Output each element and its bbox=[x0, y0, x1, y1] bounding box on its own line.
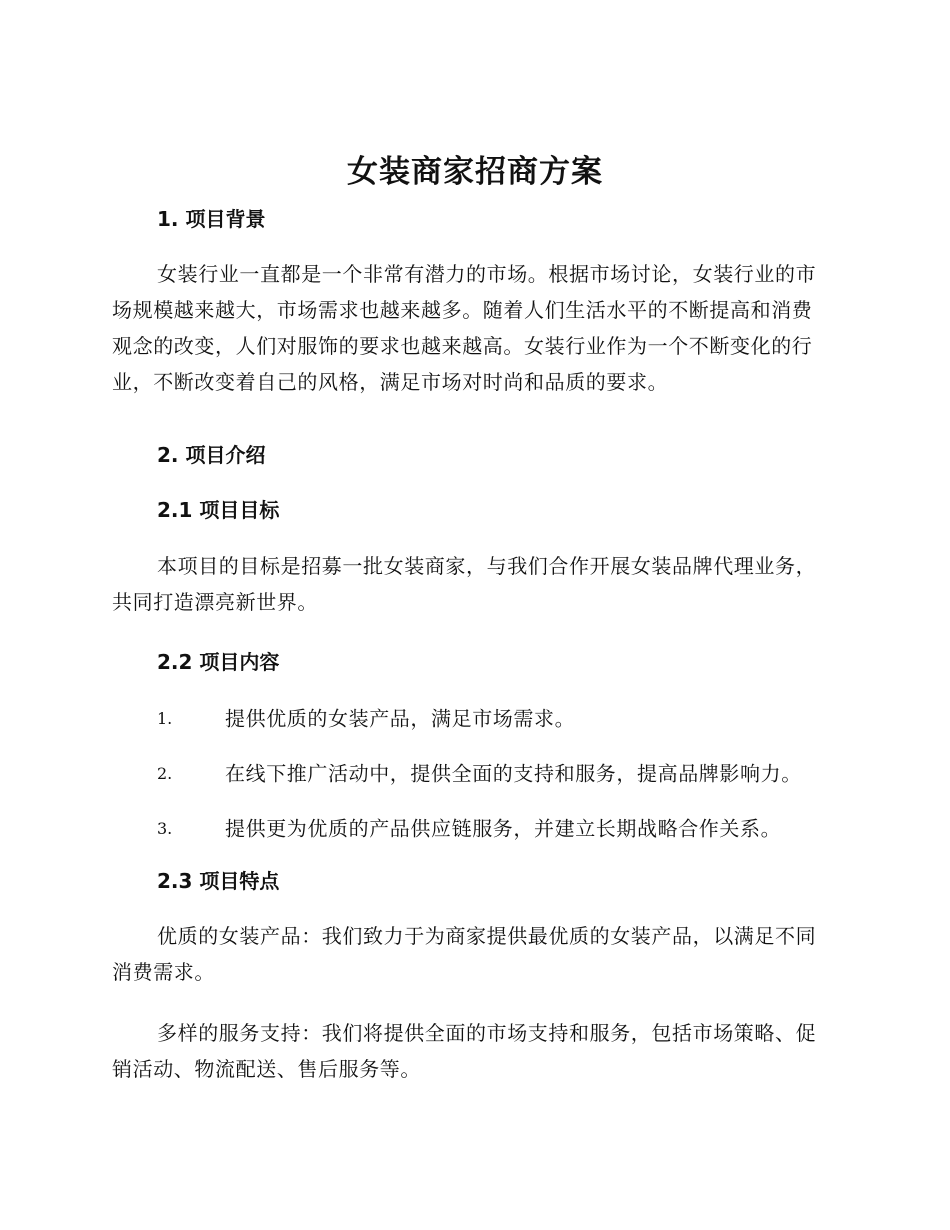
list-item-text: 提供更为优质的产品供应链服务，并建立长期战略合作关系。 bbox=[225, 816, 782, 841]
list-item bbox=[157, 757, 847, 789]
list-item-number: 2. bbox=[157, 763, 173, 783]
heading-project-content: 2.2 项目内容 bbox=[157, 650, 280, 674]
paragraph-feature-services: 多样的服务支持：我们将提供全面的市场支持和服务，包括市场策略、促销活动、物流配送、售后服务等。 bbox=[112, 1021, 817, 1081]
list-item bbox=[157, 812, 847, 844]
list-item-number: 3. bbox=[157, 818, 173, 838]
paragraph-project-goal: 本项目的目标是招募一批女装商家，与我们合作开展女装品牌代理业务，共同打造漂亮新世界。 bbox=[112, 554, 817, 614]
list-item-text: 在线下推广活动中，提供全面的支持和服务，提高品牌影响力。 bbox=[225, 761, 802, 786]
paragraph-project-background: 女装行业一直都是一个非常有潜力的市场。根据市场讨论，女装行业的市场规模越来越大，市场需求也越来越多。随着人们生活水平的不断提高和消费观念的改变，人们对服饰的要求也越来越高。女装行业作为一个不断变化的行业，不断改变着自己的风格，满足市场对时尚和品质的要求。 bbox=[112, 262, 817, 394]
list-item bbox=[157, 702, 847, 734]
paragraph-feature-products: 优质的女装产品：我们致力于为商家提供最优质的女装产品，以满足不同消费需求。 bbox=[112, 924, 817, 984]
list-item-number: 1. bbox=[157, 708, 173, 728]
heading-project-goal: 2.1 项目目标 bbox=[157, 498, 280, 522]
document-title: 女装商家招商方案 bbox=[347, 154, 603, 190]
heading-project-introduction: 2. 项目介绍 bbox=[157, 443, 266, 467]
list-item-text: 提供优质的女装产品，满足市场需求。 bbox=[225, 706, 576, 731]
heading-project-background: 1. 项目背景 bbox=[157, 207, 266, 231]
heading-project-features: 2.3 项目特点 bbox=[157, 869, 280, 893]
